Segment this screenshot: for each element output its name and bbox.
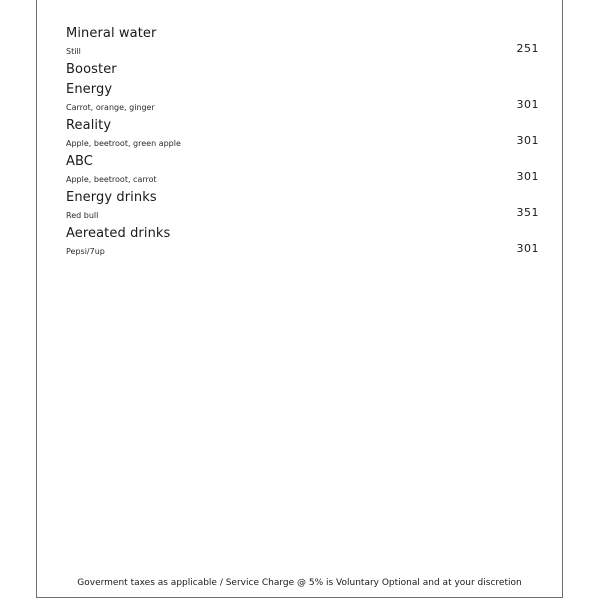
- item-name: Mineral water: [66, 26, 157, 41]
- item-price: 301: [516, 170, 539, 183]
- item-price: 351: [516, 206, 539, 219]
- footer-note: Goverment taxes as applicable / Service Charge @ 5% is Voluntary Optional and at your discretion: [77, 578, 522, 588]
- item-description: Still: [66, 47, 81, 56]
- menu-item-reality: [66, 118, 544, 154]
- item-description: Apple, beetroot, carrot: [66, 175, 157, 184]
- menu-item-mineral-water: [66, 26, 544, 62]
- item-name: Reality: [66, 118, 112, 133]
- item-price: 251: [516, 42, 539, 55]
- menu-item-energy-drinks: [66, 190, 544, 226]
- item-description: Carrot, orange, ginger: [66, 103, 155, 112]
- item-price: 301: [516, 134, 539, 147]
- menu-page: [36, 0, 563, 598]
- menu-item-energy: [66, 82, 544, 118]
- item-name: Aereated drinks: [66, 226, 171, 241]
- menu-section-booster: [66, 62, 544, 82]
- item-price: 301: [516, 98, 539, 111]
- item-description: Red bull: [66, 211, 99, 220]
- section-heading: Booster: [66, 62, 117, 77]
- menu-list: [66, 26, 544, 262]
- item-name: ABC: [66, 154, 93, 169]
- item-description: Apple, beetroot, green apple: [66, 139, 181, 148]
- item-name: Energy drinks: [66, 190, 157, 205]
- menu-item-abc: [66, 154, 544, 190]
- item-description: Pepsi/7up: [66, 247, 105, 256]
- item-name: Energy: [66, 82, 113, 97]
- item-price: 301: [516, 242, 539, 255]
- menu-item-aereated-drinks: [66, 226, 544, 262]
